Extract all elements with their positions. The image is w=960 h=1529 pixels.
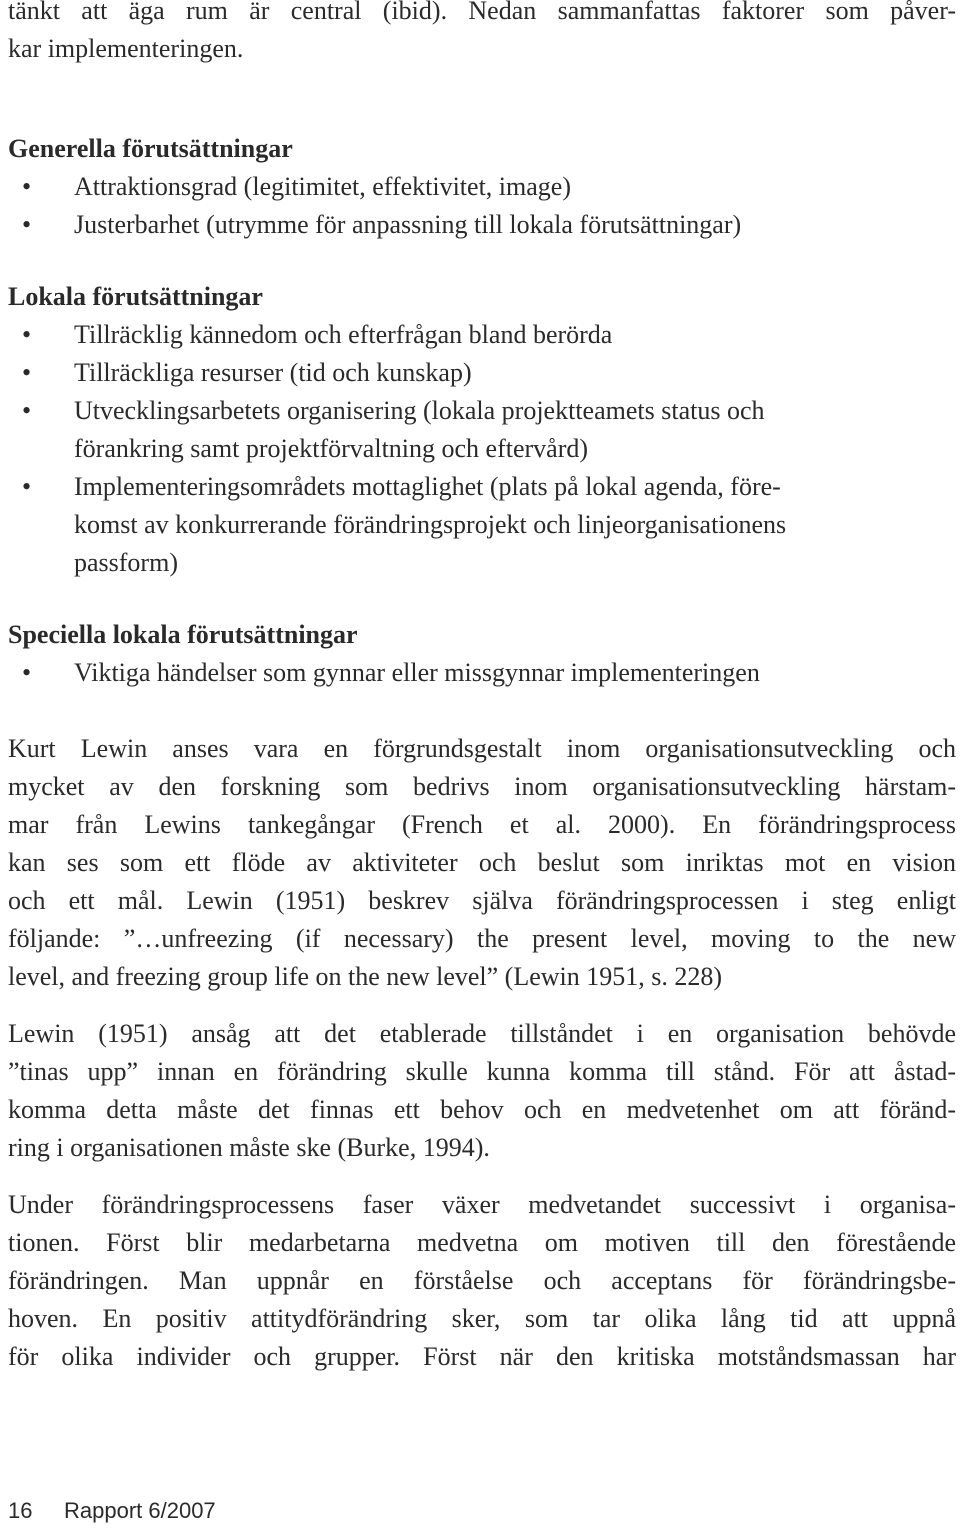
section-speciella [8,616,956,692]
section-lokala [8,278,956,582]
paragraph-line: följande: ”…unfreezing (if necessary) the present level, moving to the new [8,924,956,953]
bullet-text: Implementeringsområdets mottaglighet (plats på lokal agenda, före- [74,472,781,501]
bullet-icon: • [22,210,32,239]
bullet-text: Tillräckliga resurser (tid och kunskap) [74,358,472,387]
list-item [8,354,956,392]
bullet-icon: • [22,172,32,201]
section-heading: Generella förutsättningar [8,134,293,163]
bullet-text: passform) [74,548,178,577]
intro-paragraph [8,0,956,68]
paragraph-line: kan ses som ett flöde av aktiviteter och beslut som inriktas mot en vision [8,848,956,877]
list-item [8,392,956,468]
list-item [8,316,956,354]
section-generella [8,130,956,244]
bullet-text: Attraktionsgrad (legitimitet, effektivitet, image) [74,172,571,201]
list-item [8,168,956,206]
list-item [8,468,956,582]
bullet-icon: • [22,358,32,387]
paragraph-line: komma detta måste det finnas ett behov och en medvetenhet om att föränd- [8,1095,956,1124]
paragraph-line: ”tinas upp” innan en förändring skulle kunna komma till stånd. För att åstad- [8,1057,956,1086]
body-paragraph [8,1015,956,1167]
intro-line: tänkt att äga rum är central (ibid). Nedan sammanfattas faktorer som påver- [8,0,956,25]
section-heading: Lokala förutsättningar [8,282,263,311]
paragraph-line: Lewin (1951) ansåg att det etablerade tillståndet i en organisation behövde [8,1019,956,1048]
bullet-text: Tillräcklig kännedom och efterfrågan bland berörda [74,320,613,349]
paragraph-line: mar från Lewins tankegångar (French et al. 2000). En förändringsprocess [8,810,956,839]
section-heading: Speciella lokala förutsättningar [8,620,358,649]
bullet-icon: • [22,472,32,501]
paragraph-line: Kurt Lewin anses vara en förgrundsgestalt inom organisationsutveckling och [8,734,956,763]
bullet-text: förankring samt projektförvaltning och eftervård) [74,434,589,463]
body-paragraph [8,1186,956,1376]
intro-line: kar implementeringen. [8,34,244,63]
paragraph-line: hoven. En positiv attitydförändring sker, som tar olika lång tid att uppnå [8,1304,956,1333]
body-paragraph [8,730,956,996]
paragraph-line: och ett mål. Lewin (1951) beskrev själva förändringsprocessen i steg enligt [8,886,956,915]
paragraph-line: Under förändringsprocessens faser växer medvetandet successivt i organisa- [8,1190,956,1219]
bullet-icon: • [22,396,32,425]
list-item [8,654,956,692]
paragraph-line: level, and freezing group life on the new level” (Lewin 1951, s. 228) [8,962,723,991]
paragraph-line: tionen. Först blir medarbetarna medvetna om motiven till den förestående [8,1228,956,1257]
paragraph-line: förändringen. Man uppnår en förståelse och acceptans för förändringsbe- [8,1266,956,1295]
bullet-icon: • [22,320,32,349]
bullet-text: Justerbarhet (utrymme för anpassning till lokala förutsättningar) [74,210,742,239]
paragraph-line: mycket av den forskning som bedrivs inom organisationsutveckling härstam- [8,772,956,801]
page-footer [8,1496,216,1526]
report-label: Rapport 6/2007 [64,1498,216,1523]
bullet-text: Viktiga händelser som gynnar eller missgynnar implementeringen [74,658,760,687]
bullet-text: komst av konkurrerande förändringsprojekt och linjeorganisationens [74,510,787,539]
list-item [8,206,956,244]
paragraph-line: för olika individer och grupper. Först när den kritiska motståndsmassan har [8,1342,956,1371]
bullet-icon: • [22,658,32,687]
paragraph-line: ring i organisationen måste ske (Burke, 1994). [8,1133,490,1162]
page-number: 16 [8,1498,33,1523]
bullet-text: Utvecklingsarbetets organisering (lokala projektteamets status och [74,396,765,425]
